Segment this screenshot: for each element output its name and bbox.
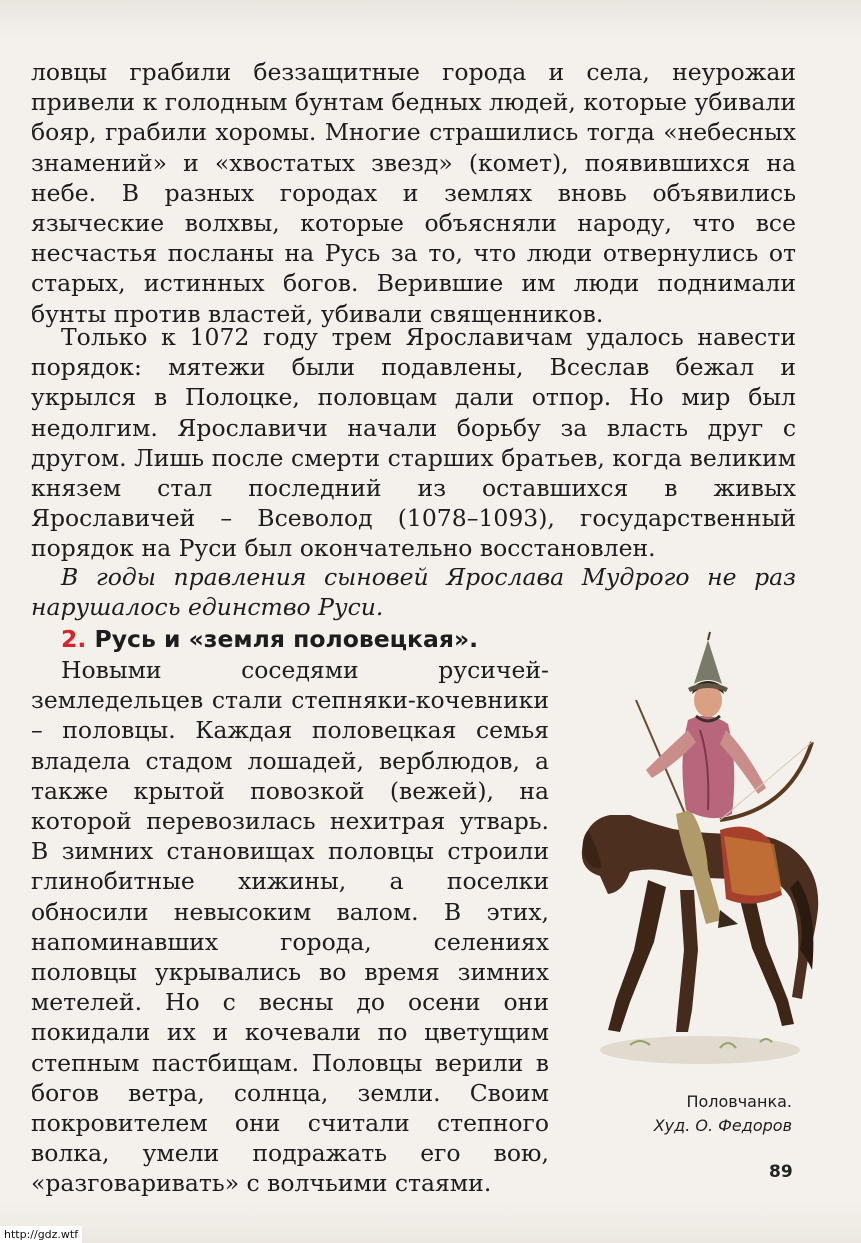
section-title: Русь и «земля половецкая».: [94, 625, 479, 653]
paragraph-1: ловцы грабили беззащитные города и села, неурожаи привели к голодным бунтам бедных людей, которые убивали бояр, грабили хоромы. Многие страшились тогда «небесных знамений» и «хвостатых звезд» (комет), появившихся на небе. В разных городах и землях вновь объявились языческие волхвы, которые объясняли народу, что все несчастья посланы на Русь за то, что люди отвернулись от старых, истинных богов. Верившие им люди поднимали бунты против властей, убивали священников.: [31, 58, 796, 328]
figure-caption: [612, 1090, 792, 1138]
section-heading: [61, 624, 478, 654]
page-number: 89: [769, 1162, 793, 1182]
watermark-link[interactable]: http://gdz.wtf: [0, 1226, 82, 1243]
section-number: 2.: [61, 625, 87, 653]
illustration-polovtsian-rider: [570, 630, 830, 1080]
horse-rider-image: [570, 630, 830, 1080]
caption-title: Половчанка.: [686, 1092, 792, 1111]
paragraph-3: Новыми соседями русичей-земледельцев стали степняки-кочевники – половцы. Каждая половецкая семья владела стадом лошадей, верблюдов, а также крытой повозкой (вежей), на которой перевозилась нехитрая утварь. В зимних становищах половцы строили глинобитные хижины, а поселки обносили невысоким валом. В этих, напоминавших города, селениях половцы укрывались во время зимних метелей. Но с весны до осени они покидали их и кочевали по цветущим степным пастбищам. Половцы верили в богов ветра, солнца, земли. Своим покровителем они считали степного волка, умели подражать его вою, «разговаривать» с волчьими стаями.: [31, 656, 549, 1198]
caption-author: Худ. О. Федоров: [653, 1116, 792, 1135]
paragraph-2: Только к 1072 году трем Ярославичам удалось навести порядок: мятежи были подавлены, Всеслав бежал и укрылся в Полоцке, половцам дали отпор. Но мир был недолгим. Ярославичи начали борьбу за власть друг с другом. Лишь после смерти старших братьев, когда великим князем стал последний из оставшихся в живых Ярославичей – Всеволод (1078–1093), государственный порядок на Руси был окончательно восстановлен.: [31, 323, 796, 563]
summary-italic: В годы правления сыновей Ярослава Мудрого не раз нарушалось единство Руси.: [31, 563, 796, 622]
